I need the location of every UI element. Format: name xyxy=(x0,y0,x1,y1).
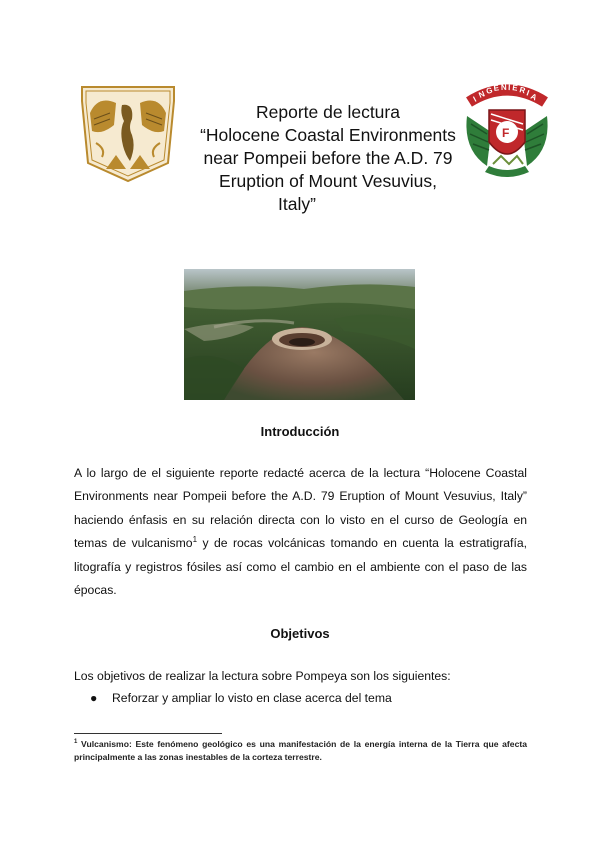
svg-text:E: E xyxy=(511,83,519,93)
intro-heading: Introducción xyxy=(260,424,340,439)
bullet-icon: ● xyxy=(90,691,98,705)
svg-text:A: A xyxy=(529,91,539,103)
svg-text:N: N xyxy=(477,89,487,100)
footnote-mark: 1 xyxy=(74,739,78,746)
svg-text:I: I xyxy=(507,83,511,93)
unam-seal-logo xyxy=(76,83,180,183)
footnote xyxy=(74,738,527,764)
title-line-4: Eruption of Mount Vesuvius, xyxy=(219,171,437,191)
objectives-intro: Los objetivos de realizar la lectura sobre Pompeya son los siguientes: xyxy=(74,669,451,683)
vesuvius-crater-photo xyxy=(184,269,415,400)
svg-text:G: G xyxy=(485,85,494,96)
intro-text-part-2: y de rocas volcánicas tomando en cuenta la estratigrafía, litografía y registros fósiles así como el cambio en el ambiente con el paso de las épocas. xyxy=(74,536,527,598)
title-line-3: near Pompeii before the A.D. 79 xyxy=(203,148,453,168)
objectives-list-item xyxy=(90,691,392,705)
footnote-text: Vulcanismo: Este fenómeno geológico es una manifestación de la energía interna de la Tierra que afecta principalmente a las zonas inestables de la corteza terrestre. xyxy=(74,739,527,762)
title-line-1: Reporte de lectura xyxy=(256,102,400,122)
ingenieria-seal-logo xyxy=(461,80,553,184)
objective-item-text: Reforzar y ampliar lo visto en clase acerca del tema xyxy=(112,691,392,705)
intro-paragraph xyxy=(74,462,527,602)
intro-text-part-1: A lo largo de el siguiente reporte redacté acerca de la lectura “Holocene Coastal Environments near Pompeii before the A.D. 79 Eruption of Mount Vesuvius, Italy” haciendo énfasis en su relación directa con lo visto en el curso de Geología en temas de vulcanismo xyxy=(74,466,527,551)
svg-text:N: N xyxy=(500,82,507,92)
report-title xyxy=(178,101,478,216)
svg-text:F: F xyxy=(502,126,510,140)
svg-text:I: I xyxy=(471,94,478,104)
footnote-reference[interactable]: 1 xyxy=(192,535,198,545)
title-line-5: Italy” xyxy=(278,194,316,214)
svg-text:E: E xyxy=(493,83,500,93)
svg-text:R: R xyxy=(518,85,527,96)
title-line-2: “Holocene Coastal Environments xyxy=(200,125,456,145)
svg-text:I: I xyxy=(525,88,531,98)
objectives-heading: Objetivos xyxy=(270,626,330,641)
footnote-divider xyxy=(74,733,222,734)
